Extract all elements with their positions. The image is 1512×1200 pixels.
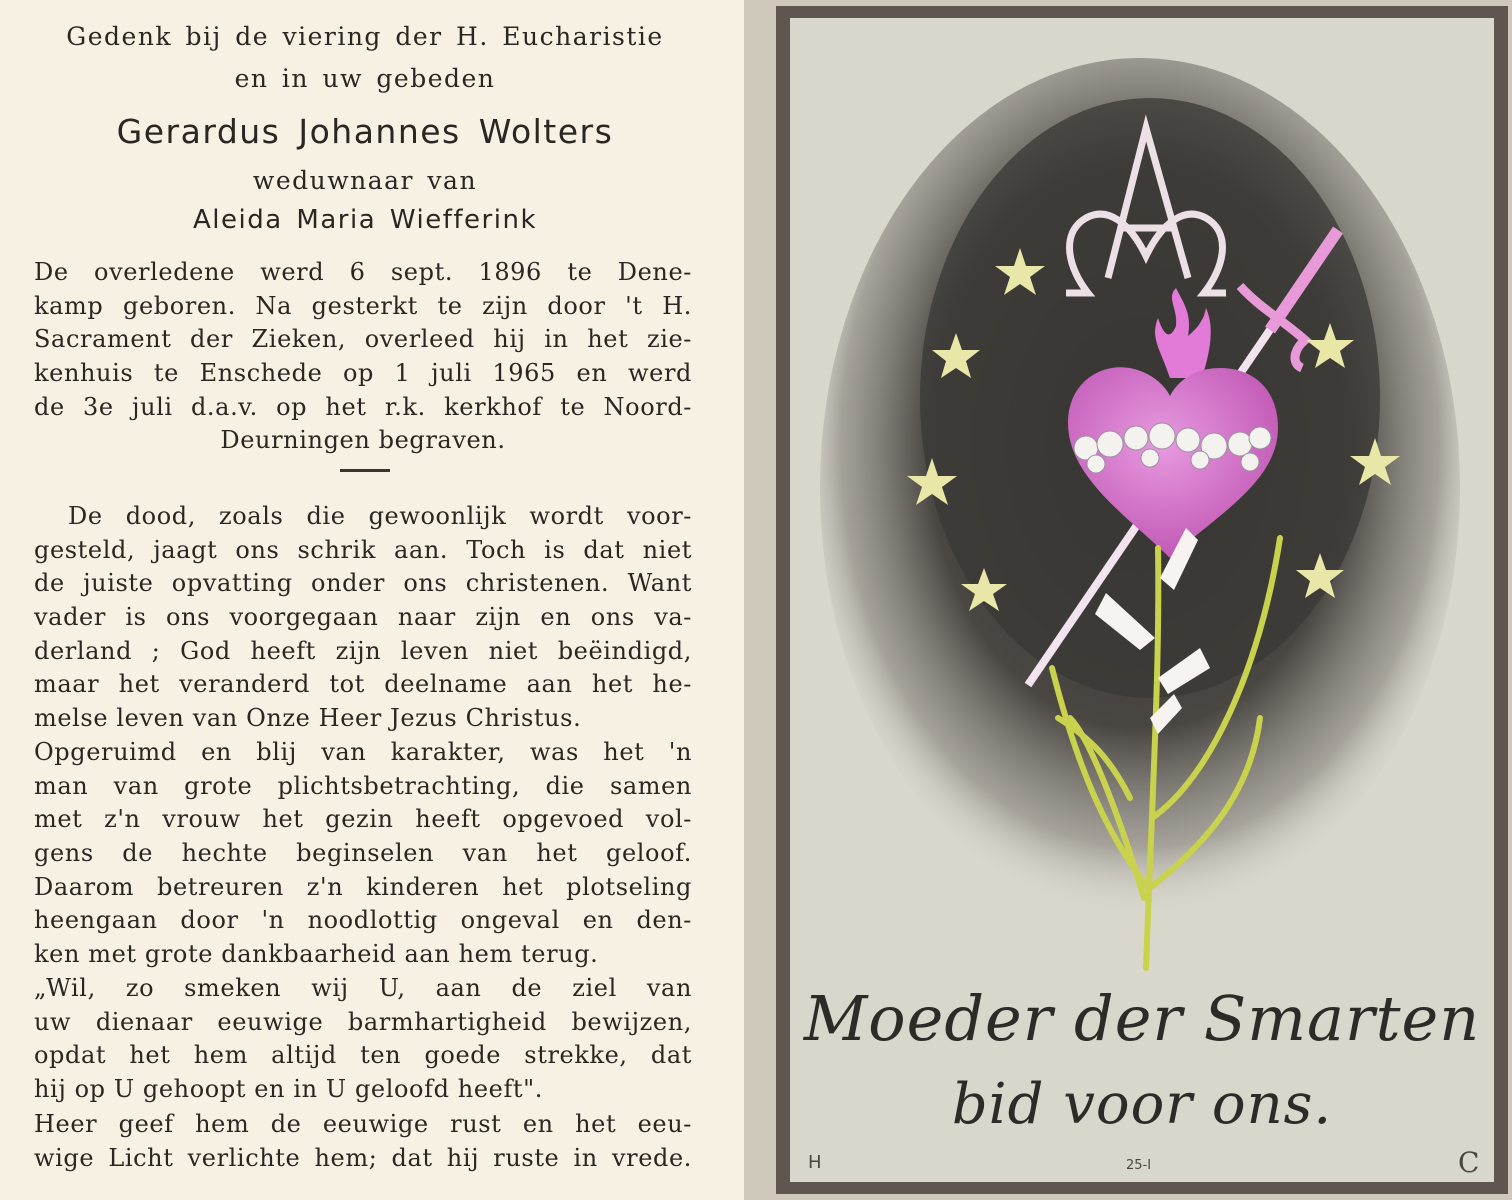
- text-line: de juiste opvatting onder ons christenen. Want: [34, 569, 692, 598]
- text-line: De dood, zoals die gewoonlijk wordt voor-: [68, 502, 692, 530]
- text-line: kamp geboren. Na gesterkt te zijn door 't H.: [34, 291, 692, 320]
- text-line: „Wil, zo smeken wij U, aan de ziel van: [34, 974, 692, 1002]
- deceased-name: Gerardus Johannes Wolters: [116, 112, 614, 151]
- text-line: de 3e juli d.a.v. op het r.k. kerkhof te Noord-: [34, 392, 692, 421]
- reflection-paragraph: [34, 500, 692, 736]
- text-line: Daarom betreuren z'n kinderen het plotseling: [34, 872, 692, 901]
- text-line: kenhuis te Enschede op 1 juli 1965 en werd: [34, 359, 692, 388]
- intro-line-2: en in uw gebeden: [234, 64, 496, 93]
- spouse-name: Aleida Maria Wiefferink: [192, 205, 537, 235]
- card-number: 25-I: [1126, 1158, 1152, 1173]
- motto-line-1: Moeder der Smarten: [803, 982, 1481, 1055]
- divider: [340, 469, 390, 472]
- text-line: met z'n vrouw het gezin heeft opgevoed vol-: [34, 805, 692, 834]
- motto-line-2: bid voor ons.: [951, 1072, 1333, 1137]
- text-line: maar het veranderd tot deelname aan het he-: [34, 670, 692, 699]
- publisher-logo: C: [1458, 1146, 1480, 1179]
- text-line: uw dienaar eeuwige barmhartigheid bewijzen,: [34, 1007, 692, 1036]
- rest-paragraph: [34, 1108, 692, 1175]
- text-line: derland ; God heeft zijn leven niet beëindigd,: [34, 636, 692, 665]
- text-line: Opgeruimd en blij van karakter, was het 'n: [34, 738, 692, 766]
- text-line: heengaan door 'n noodlottig ongeval en den-: [34, 906, 692, 935]
- text-line: melse leven van Onze Heer Jezus Christus.: [34, 704, 582, 733]
- text-line: hij op U gehoopt en in U geloofd heeft".: [34, 1075, 544, 1104]
- intro-line-1: Gedenk bij de viering der H. Eucharistie: [66, 22, 664, 51]
- text-line: gesteld, jaagt ons schrik aan. Toch is dat niet: [34, 535, 692, 564]
- card-picture-area: [790, 18, 1494, 1182]
- text-line: wige Licht verlichte hem; dat hij ruste in vrede.: [34, 1143, 692, 1172]
- biography-paragraph: [34, 256, 692, 458]
- artist-monogram: H: [808, 1152, 822, 1173]
- text-line: gens de hechte beginselen van het geloof.: [34, 839, 692, 868]
- text-line: opdat het hem altijd ten goede strekke, dat: [34, 1041, 692, 1070]
- text-line: man van grote plichtsbetrachting, die samen: [34, 771, 692, 800]
- character-paragraph: [34, 736, 692, 972]
- text-line: ken met grote dankbaarheid aan hem terug.: [34, 940, 599, 969]
- memorial-text-page: [0, 0, 744, 1200]
- text-line: Heer geef hem de eeuwige rust en het eeu-: [34, 1110, 692, 1138]
- text-line: De overledene werd 6 sept. 1896 te Dene-: [34, 258, 692, 286]
- text-line: Sacrament der Zieken, overleed hij in het zie-: [34, 325, 692, 354]
- text-line: Deurningen begraven.: [220, 426, 506, 455]
- devotional-image-card: [776, 6, 1508, 1194]
- prayer-paragraph: [34, 972, 692, 1107]
- text-line: vader is ons voorgegaan naar zijn en ons va-: [34, 603, 692, 632]
- relation-line: weduwnaar van: [252, 166, 478, 195]
